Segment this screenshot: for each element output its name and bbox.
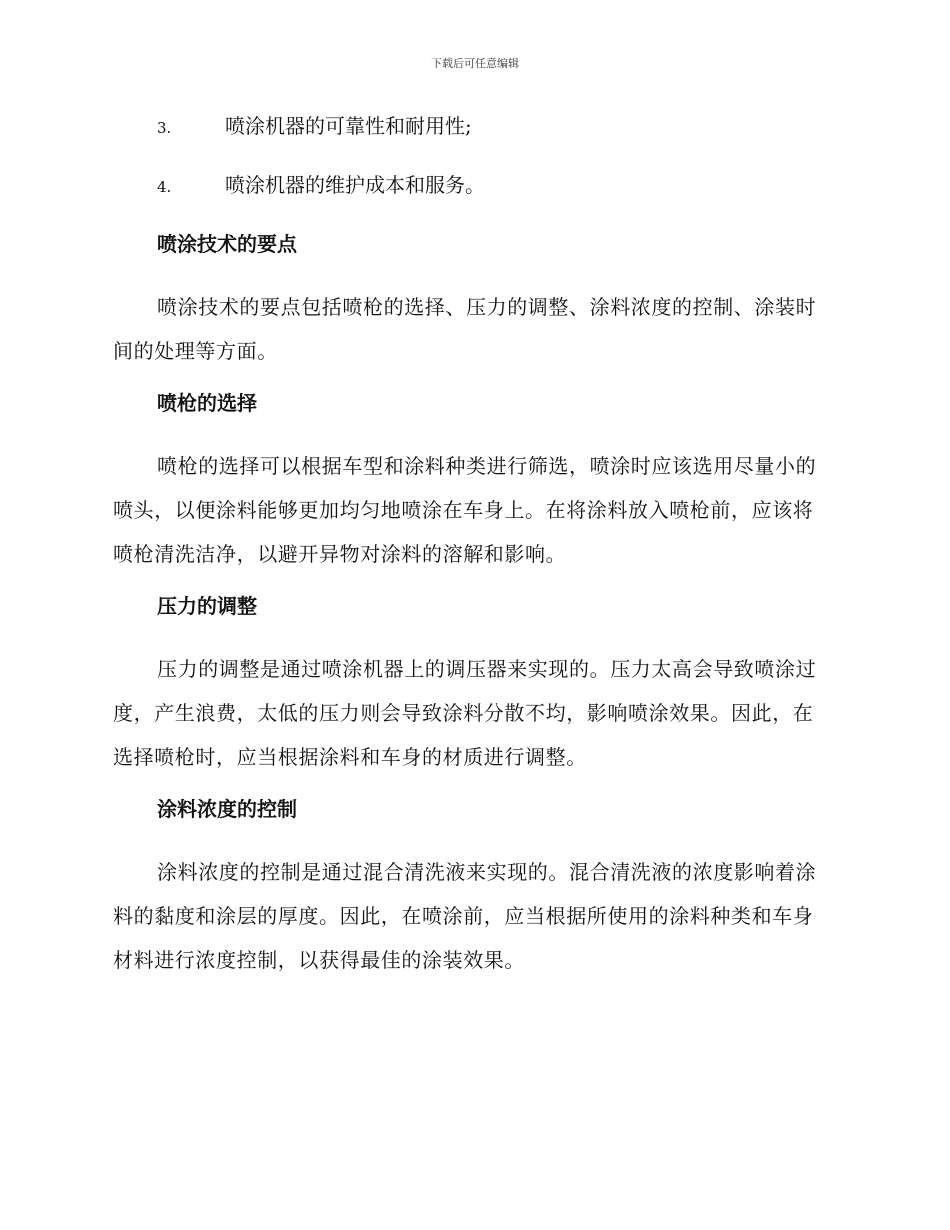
section-heading: 喷涂技术的要点: [157, 232, 297, 256]
section-paragraph: 喷涂技术的要点包括喷枪的选择、压力的调整、涂料浓度的控制、涂装时间的处理等方面。: [113, 295, 817, 363]
section-paragraph: 压力的调整是通过喷涂机器上的调压器来实现的。压力太高会导致喷涂过度，产生浪费，太低的压力则会导致涂料分散不均，影响喷涂效果。因此，在选择喷枪时，应当根据涂料和车身的材质进行调整。: [113, 657, 817, 769]
list-item: [157, 110, 833, 144]
section-paragraph: 喷枪的选择可以根据车型和涂料种类进行筛选，喷涂时应该选用尽量小的喷头，以便涂料能够更加均匀地喷涂在车身上。在将涂料放入喷枪前，应该将喷枪清洗洁净，以避开异物对涂料的溶解和影响。: [113, 454, 817, 566]
page-header: 下载后可任意编辑: [431, 57, 519, 70]
list-item: [157, 169, 833, 203]
document-body: [113, 110, 833, 996]
list-number: 4.: [157, 178, 172, 196]
section-heading: 喷枪的选择: [157, 391, 257, 415]
section-heading: 压力的调整: [157, 594, 257, 618]
list-text: 喷涂机器的可靠性和耐用性;: [225, 114, 472, 138]
list-number: 3.: [157, 119, 172, 137]
section-paragraph: 涂料浓度的控制是通过混合清洗液来实现的。混合清洗液的浓度影响着涂料的黏度和涂层的厚度。因此，在喷涂前，应当根据所使用的涂料种类和车身材料进行浓度控制，以获得最佳的涂装效果。: [113, 860, 817, 972]
section-heading: 涂料浓度的控制: [157, 797, 297, 821]
list-text: 喷涂机器的维护成本和服务。: [225, 173, 485, 197]
